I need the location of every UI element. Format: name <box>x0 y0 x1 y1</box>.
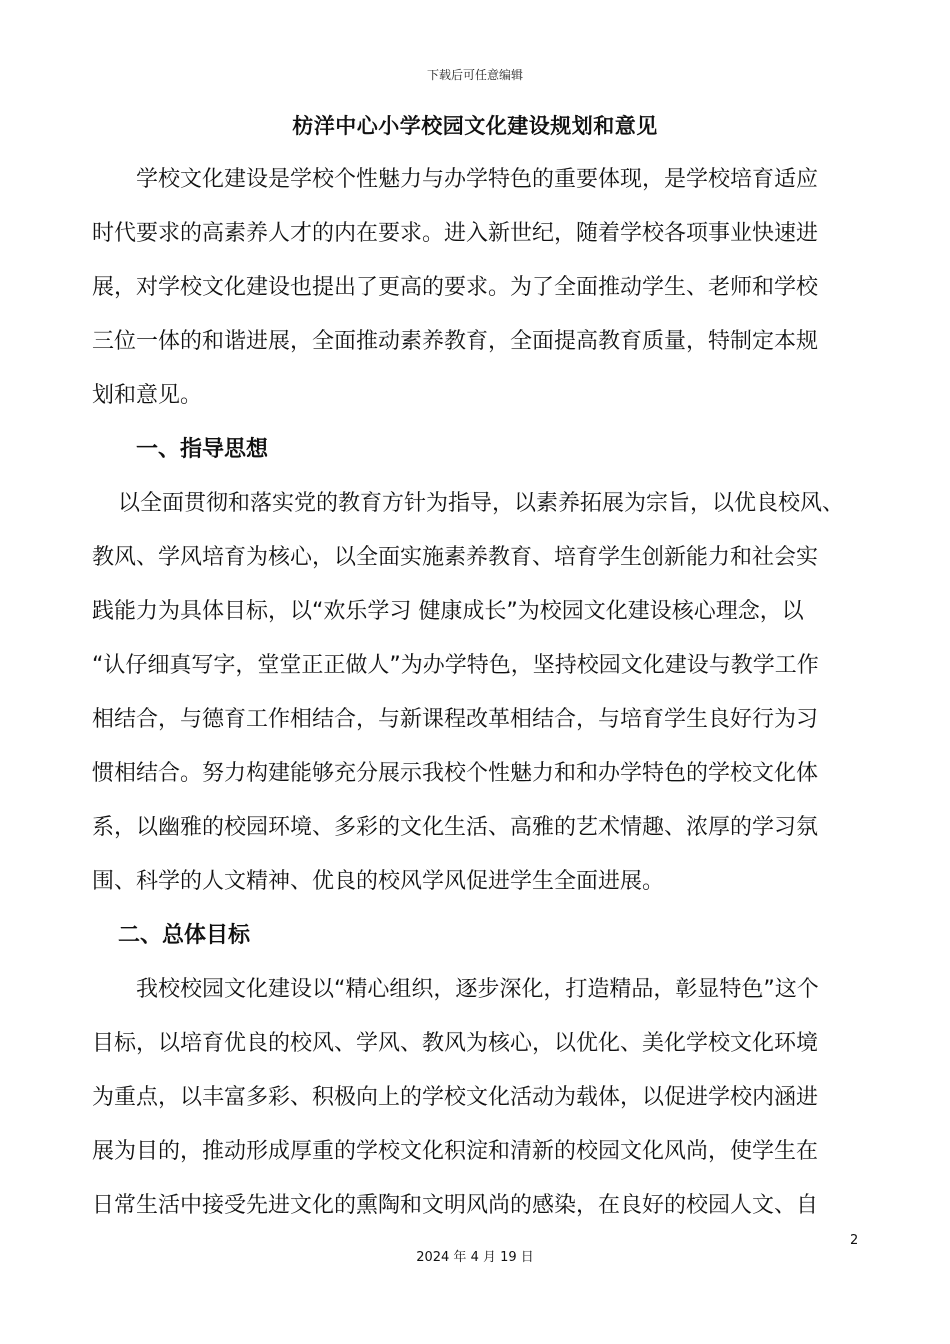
section-heading: 二、总体目标 <box>118 923 251 948</box>
paragraph-line: 我校校园文化建设以“精心组织，逐步深化，打造精品，彰显特色”这个 <box>136 977 819 1002</box>
section-heading: 一、指导思想 <box>136 437 269 462</box>
paragraph-line: 划和意见。 <box>92 383 203 408</box>
paragraph-line: 以全面贯彻和落实党的教育方针为指导，以素养拓展为宗旨，以优良校风、 <box>118 491 845 516</box>
paragraph-line: 三位一体的和谐进展，全面推动素养教育，全面提高教育质量，特制定本规 <box>92 329 819 354</box>
paragraph-line: 惯相结合。努力构建能够充分展示我校个性魅力和和办学特色的学校文化体 <box>92 761 819 786</box>
paragraph-line: 相结合，与德育工作相结合，与新课程改革相结合，与培育学生良好行为习 <box>92 707 819 732</box>
paragraph-line: “认仔细真写字，堂堂正正做人”为办学特色，坚持校园文化建设与教学工作 <box>92 653 819 678</box>
paragraph-line: 系，以幽雅的校园环境、多彩的文化生活、高雅的艺术情趣、浓厚的学习氛 <box>92 815 819 840</box>
paragraph-line: 目标，以培育优良的校风、学风、教风为核心，以优化、美化学校文化环境 <box>92 1031 819 1056</box>
paragraph-line: 为重点，以丰富多彩、积极向上的学校文化活动为载体，以促进学校内涵进 <box>92 1085 819 1110</box>
page-number: 2 <box>850 1233 859 1248</box>
paragraph-line: 践能力为具体目标，以“欢乐学习 健康成长”为校园文化建设核心理念，以 <box>92 599 804 624</box>
paragraph-line: 学校文化建设是学校个性魅力与办学特色的重要体现，是学校培育适应 <box>136 167 819 192</box>
document-body <box>92 153 872 1233</box>
paragraph-line: 日常生活中接受先进文化的熏陶和文明风尚的感染，在良好的校园人文、自 <box>92 1193 819 1218</box>
document-title: 枋洋中心小学校园文化建设规划和意见 <box>292 114 658 138</box>
paragraph-line: 教风、学风培育为核心，以全面实施素养教育、培育学生创新能力和社会实 <box>92 545 819 570</box>
paragraph-line: 时代要求的高素养人才的内在要求。进入新世纪，随着学校各项事业快速进 <box>92 221 819 246</box>
footer-date: 2024 年 4 月 19 日 <box>416 1250 534 1265</box>
paragraph-line: 展为目的，推动形成厚重的学校文化积淀和清新的校园文化风尚，使学生在 <box>92 1139 819 1164</box>
header-note: 下载后可任意编辑 <box>426 68 523 82</box>
paragraph-line: 围、科学的人文精神、优良的校风学风促进学生全面进展。 <box>92 869 665 894</box>
paragraph-line: 展，对学校文化建设也提出了更高的要求。为了全面推动学生、老师和学校 <box>92 275 819 300</box>
